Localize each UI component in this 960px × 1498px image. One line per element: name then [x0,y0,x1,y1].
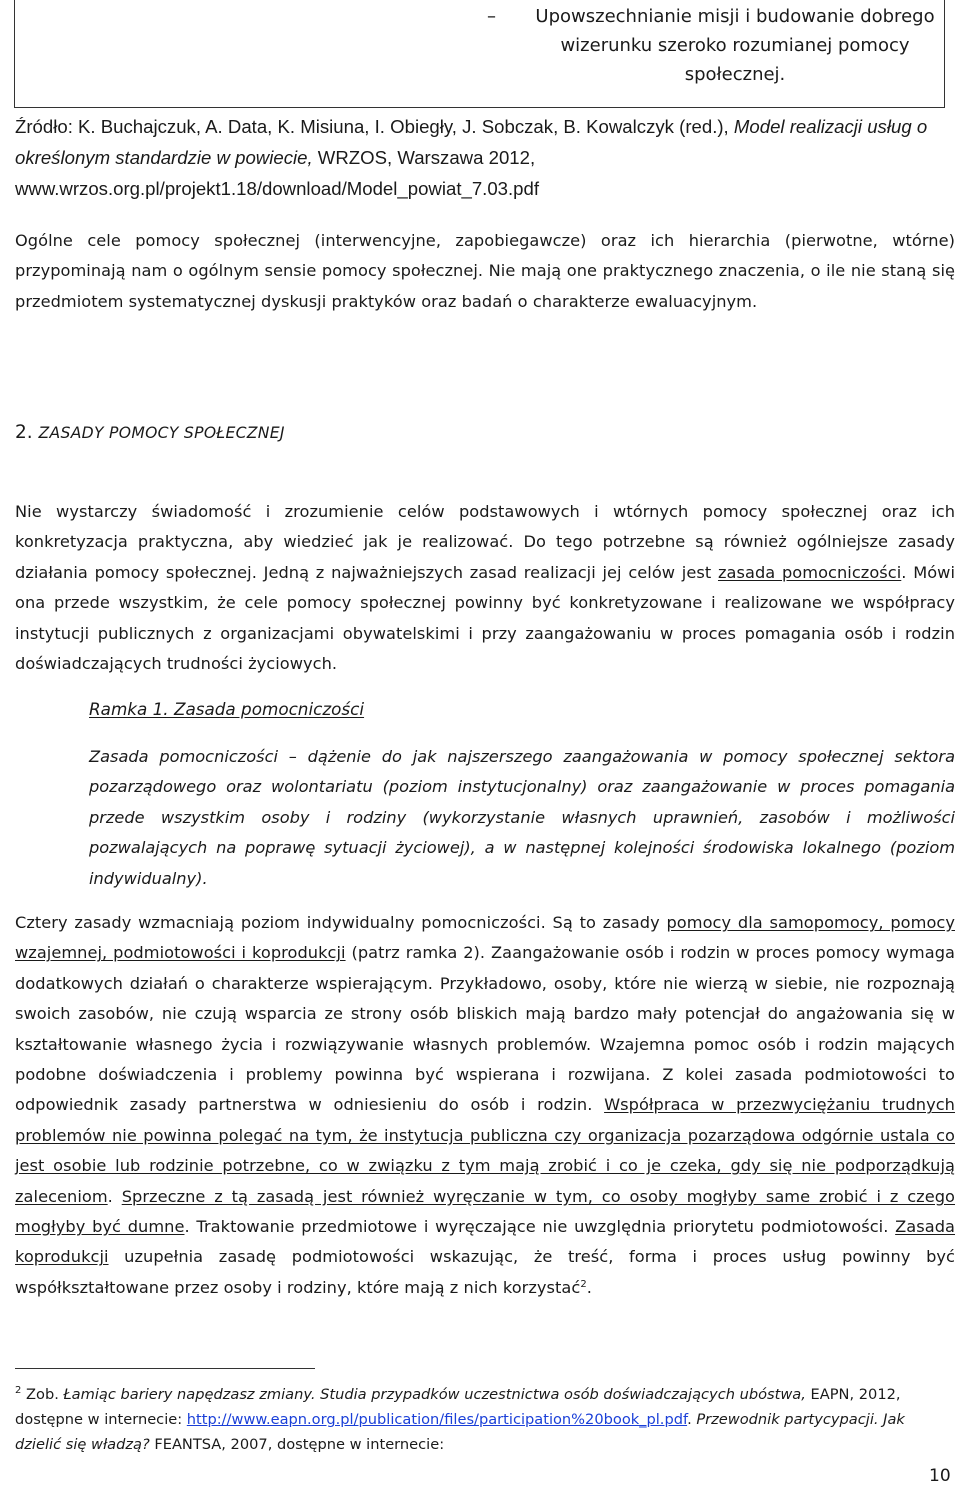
intro-paragraph: Ogólne cele pomocy społecznej (interwencyjne, zapobiegawcze) oraz ich hierarchia (pierwotne, wtórne) przypominają nam o ogólnym sensie pomocy społecznej. Nie mają one praktycznego znaczenia, o ile nie staną się przedmiotem systematycznej dyskusji praktyków oraz badań o charakterze ewaluacyjnym. [15,231,955,311]
source-citation [15,111,950,204]
underlined-coproduction: Zasada koprodukcji [15,1217,955,1267]
footnote-divider [15,1368,315,1369]
footnote-ref[interactable]: 2 [580,1278,587,1290]
underlined-principles: pomocy dla samopomocy, pomocy wzajemnej, podmiotowości i koprodukcji [15,913,955,963]
section-heading [15,418,285,448]
underlined-contrary: Sprzeczne z tą zasadą jest również wyręczanie w tym, co osoby mogłyby same zrobić i z czego mogłyby być dumne [15,1186,955,1237]
eapn-link[interactable]: http://www.eapn.org.pl/publication/files/participation%20book_pl.pdf [186,1411,688,1428]
dash-bullet-icon: – [487,6,496,27]
underlined-term: zasada pomocniczości [717,562,902,582]
section-number: 2. [15,422,39,443]
underlined-cooperation: Współpraca w przezwyciężaniu trudnych problemów nie powinna polegać na tym, że instytucja publiczna czy organizacja pozarządowa odgórnie ustala co jest osobie lub rodzinie potrzebne, co w związku z tym mają zrobić i co je czeka, gdy się nie podporządkują zaleceniom [15,1095,955,1206]
source-title: Model realizacji usług o określonym standardzie w powiecie, [15,116,928,168]
source-suffix[interactable]: WRZOS, Warszawa 2012, www.wrzos.org.pl/projekt1.18/download/Model_powiat_7.03.pdf [15,147,540,199]
section-title: ZASADY POMOCY SPOŁECZNEJ [38,424,285,442]
source-prefix: Źródło: K. Buchajczuk, A. Data, K. Misiuna, I. Obiegły, J. Sobczak, B. Kowalczyk (red.), [15,116,734,137]
ramka-text: Zasada pomocniczości – dążenie do jak najszerszego zaangażowania w pomocy społecznej sektora pozarządowego oraz wolontariatu (poziom instytucjonalny) oraz zaangażowanie w proces pomagania przede wszystkim osoby i rodziny (wykorzystanie własnych uprawnień, zasobów i możliwości pozwalających na poprawę sytuacji życiowej), a w następnej kolejności środowiska lokalnego (poziom indywidualny). [89,747,955,888]
bullet-text: Upowszechnianie misji i budowanie dobrego wizerunku szeroko rozumianej pomocy społecznej. [535,6,935,85]
page-number: 10 [929,1466,951,1486]
paragraph-principles: Nie wystarczy świadomość i zrozumienie celów podstawowych i wtórnych pomocy społecznej oraz ich konkretyzacja praktyczna, aby wiedzieć jak je realizować. Do tego potrzebne są również ogólniejsze zasady działania pomocy społecznej. Jedną z najważniejszych zasad realizacji jej celów jest zasada pomocniczości. Mówi ona przede wszystkim, że cele pomocy społecznej powinny być konkretyzowane i realizowane we współpracy instytucji publicznych z organizacjami obywatelskimi i przy zaangażowaniu w proces pomagania osób i rodzin doświadczających trudności życiowych. [15,502,956,674]
footnote-number: 2 [15,1385,22,1396]
table-cell-box [14,0,945,108]
ramka-title: Ramka 1. Zasada pomocniczości [89,699,365,719]
paragraph-four-principles: Cztery zasady wzmacniają poziom indywidualny pomocniczości. Są to zasady pomocy dla samopomocy, pomocy wzajemnej, podmiotowości i koprodukcji (patrz ramka 2). Zaangażowanie osób i rodzin w proces pomocy wymaga dodatkowych działań o charakterze wspierającym. Przykładowo, osoby, które nie wierzą w siebie, nie rozpoznają swoich zasobów, nie czują wsparcia ze strony osób bliskich mają bardzo mały potencjał do angażowania się w kształtowanie własnego życia i rozwiązywanie własnych problemów. Wzajemna pomoc osób i rodzin mających podobne doświadczenia i problemy powinna być wspierana i rozwijana. Z kolei zasada podmiotowości to odpowiednik zasady partnerstwa w odniesieniu do osób i rodzin. Współpraca w przezwyciężaniu trudnych problemów nie powinna polegać na tym, że instytucja publiczna czy organizacja pozarządowa odgórnie ustala co jest osobie lub rodzinie potrzebne, co w związku z tym mają zrobić i co je czeka, gdy się nie podporządkują zaleceniom. Sprzeczne z tą zasadą jest również wyręczanie w tym, co osoby mogłyby same zrobić i z czego mogłyby być dumne. Traktowanie przedmiotowe i wyręczające nie uwzględnia priorytetu podmiotowości. Zasada koprodukcji uzupełnia zasadę podmiotowości wskazując, że treść, forma i proces usług powinny być współkształtowane przez osoby i rodziny, które mają z nich korzystać$^2$. [15,913,955,1297]
footnote: $^2$ Zob. Łamiąc bariery napędzasz zmiany. Studia przypadków uczestnictwa osób doświadczających ubóstwa, EAPN, 2012, dostępne w internecie: http://www.eapn.org.pl/publication/files/participation%20book_pl.pdf. Przewodnik partycypacji. Jak dzielić się władzą? FEANTSA, 2007, dostępne w internecie: [15,1385,905,1453]
bullet-item [487,2,957,89]
